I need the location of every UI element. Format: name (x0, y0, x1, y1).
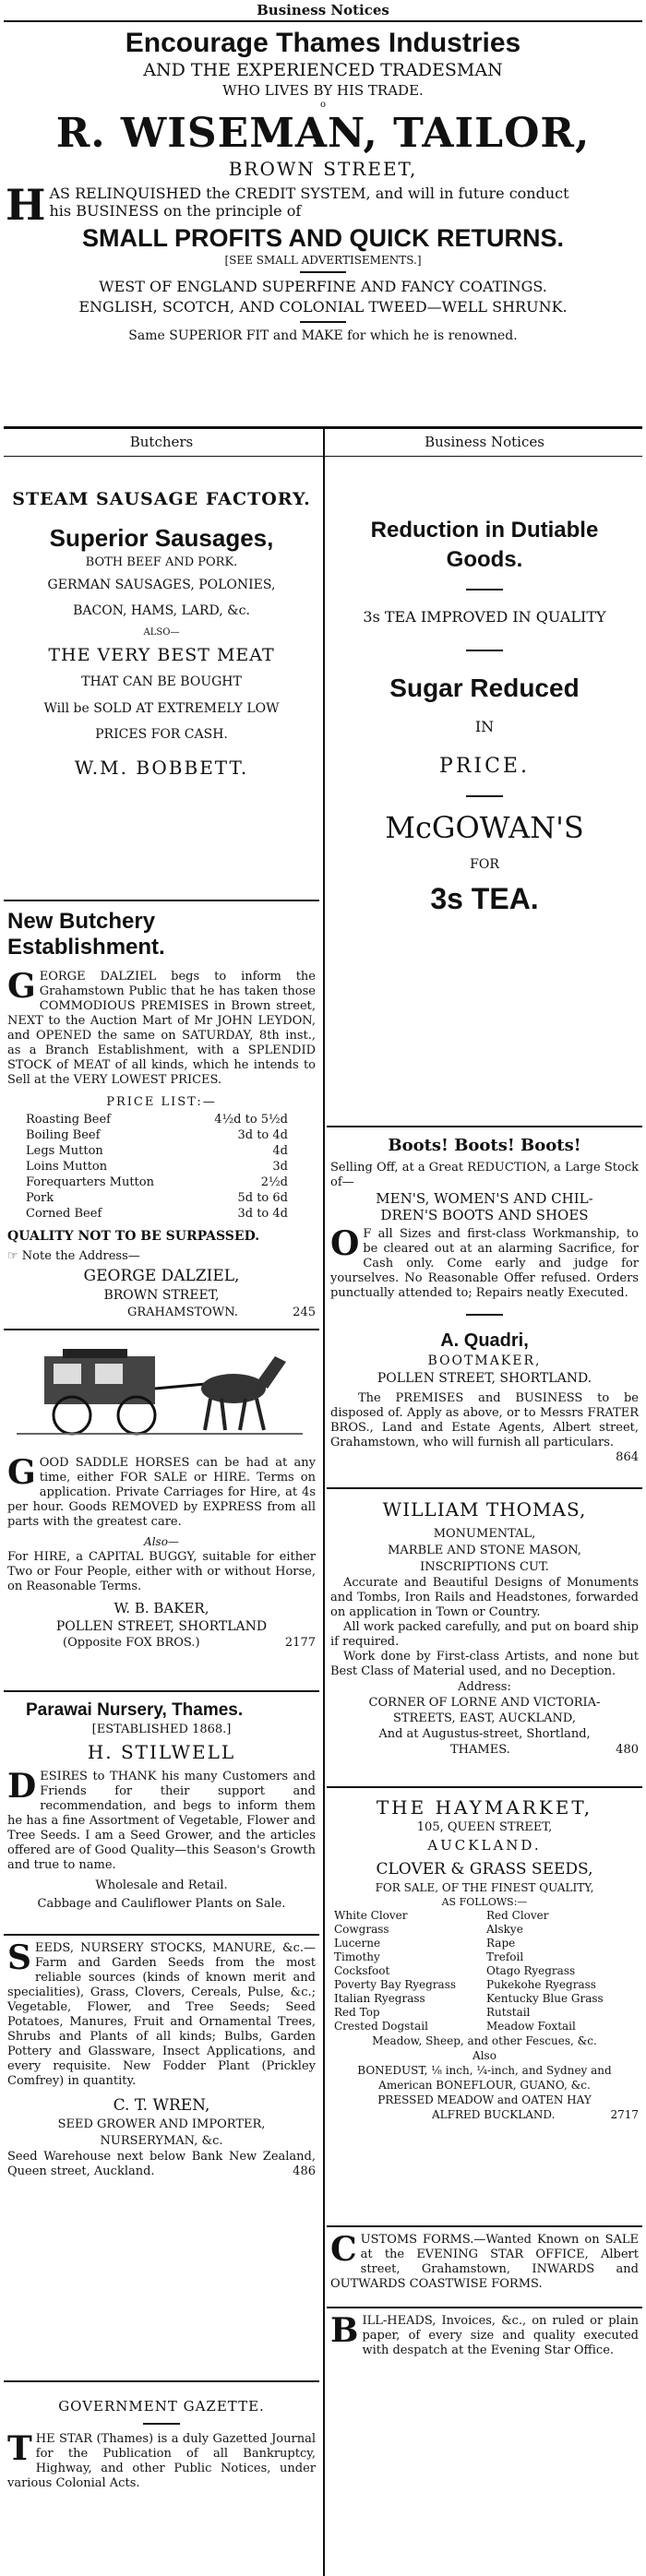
dalziel-ad (7, 909, 316, 1321)
seed-item: Otago Ryegrass (486, 1964, 576, 1977)
baker-buggy: For HIRE, a CAPITAL BUGGY, suitable for either Two or Four People, either with or without Horse, on Reasonable Terms. (7, 1550, 316, 1593)
bobbett-bacon: BACON, HAMS, LARD, &c. (73, 603, 250, 618)
haymarket-city: AUCKLAND. (427, 1837, 542, 1854)
seed-item: Red Top (334, 2006, 380, 2019)
ad-number: 864 (616, 1450, 639, 1464)
wren-role1: SEED GROWER AND IMPORTER, (57, 2117, 266, 2131)
masthead: Business Notices (257, 2, 389, 18)
seed-item: Kentucky Blue Grass (486, 1992, 604, 2005)
quadri-name: A. Quadri, (440, 1330, 529, 1351)
seed-item: Cocksfoot (334, 1964, 390, 1977)
quadri-boots: Boots! Boots! Boots! (388, 1136, 581, 1155)
bobbett-also: ALSO— (143, 627, 180, 638)
thomas-role2: MARBLE AND STONE MASON, (388, 1544, 581, 1557)
seed-item: Poverty Bay Ryegrass (334, 1978, 457, 1991)
dropcap: T (7, 2429, 32, 2468)
bobbett-german: GERMAN SAUSAGES, POLONIES, (47, 578, 276, 592)
price-item-name: Corned Beef (26, 1207, 102, 1221)
wiseman-line2: his BUSINESS on the principle of (49, 202, 302, 220)
stilwell-body: ESIRES to THANK his many Customers and Friends for their support and recommendation, and begs to inform them he has a fine Assortment of Vegetable, Flower and Tree Seeds. I am a Seed Grower, and the articles offered are of Good Quality—this Season's Growth and true to name. (7, 1770, 316, 1872)
price-item-value: 4½d to 5½d (214, 1113, 288, 1127)
seed-item: Rutstail (486, 2006, 531, 2019)
pointing-hand-icon: ☞ (7, 1249, 18, 1263)
haymarket-clover: CLOVER & GRASS SEEDS, (376, 1860, 593, 1878)
dutiable-tea: 3s TEA IMPROVED IN QUALITY (363, 608, 606, 626)
wren-address: Seed Warehouse next below Bank New Zealand, Queen street, Auckland. (7, 2150, 316, 2178)
rule-right-4 (327, 2225, 642, 2227)
bobbett-both: BOTH BEEF AND PORK. (85, 555, 238, 569)
stilwell-wholesale: Wholesale and Retail. (95, 1878, 228, 1892)
dalziel-name: GEORGE DALZIEL, (83, 1267, 240, 1285)
dutiable-in: IN (474, 718, 495, 735)
rule-right-2 (327, 1487, 642, 1489)
bobbett-name: W.M. BOBBETT. (74, 757, 249, 779)
column-divider (323, 426, 325, 2576)
price-row (26, 1159, 288, 1175)
haymarket-name: ALFRED BUCKLAND. (432, 2108, 556, 2121)
thomas-addr1: CORNER OF LORNE AND VICTORIA- (368, 1696, 601, 1710)
price-item-value: 3d to 4d (237, 1128, 288, 1142)
ad-number: 480 (616, 1743, 639, 1757)
ad-number: 2177 (284, 1636, 316, 1650)
bobbett-ad (7, 487, 316, 788)
dropcap: D (7, 1767, 37, 1806)
baker-name: W. B. BAKER, (114, 1600, 209, 1616)
seed-item: Rape (486, 1937, 516, 1950)
bobbett-prices: PRICES FOR CASH. (95, 727, 228, 742)
dutiable-mcgowan: McGOWAN'S (385, 810, 584, 845)
thomas-ad (330, 1497, 639, 1758)
dalziel-title: New Butchery Establishment. (7, 909, 165, 960)
seed-item: Cowgrass (334, 1923, 389, 1936)
seed-item: Crested Dogstail (334, 2020, 428, 2033)
dropcap: S (7, 1938, 31, 1977)
quadri-body: F all Sizes and first-class Workmanship, to be cleared out at an alarming Sacrifice, for Cash only. Come early and judge for yourselves. No Reasonable Offer refused. Orders punctually attended to; Repairs neatly Executed. (330, 1227, 639, 1300)
baker-street: POLLEN STREET, SHORTLAND (55, 1619, 268, 1634)
dalziel-body: EORGE DALZIEL begs to inform the Grahamstown Public that he has taken those COMMODIOUS PREMISES in Brown street, NEXT to the Auction Mart of Mr JOHN LEYDON, and OPENED the same on SATURDAY, 8th inst., as a Branch Establishment, with a SPLENDID STOCK of MEAT of all kinds, which he intends to Sell at the VERY LOWEST PRICES. (7, 970, 316, 1087)
wiseman-big: SMALL PROFITS AND QUICK RETURNS. (81, 224, 564, 252)
bobbett-bought: THAT CAN BE BOUGHT (81, 674, 242, 689)
stilwell-est: [ESTABLISHED 1868.] (91, 1723, 232, 1736)
price-row (26, 1143, 288, 1159)
wiseman-coat2: ENGLISH, SCOTCH, AND COLONIAL TWEED—WELL SHRUNK. (78, 298, 568, 316)
wren-name: C. T. WREN, (113, 2096, 210, 2115)
price-item-value: 4d (272, 1144, 288, 1158)
dropcap: H (6, 180, 46, 230)
dalziel-quality: QUALITY NOT TO BE SURPASSED. (7, 1229, 260, 1244)
price-list (7, 1112, 316, 1222)
price-item-value: 2½d (260, 1175, 288, 1189)
thomas-addr2: STREETS, EAST, AUCKLAND, (392, 1711, 577, 1725)
stilwell-plants: Cabbage and Cauliflower Plants on Sale. (37, 1897, 286, 1911)
ad-number: 2717 (610, 2108, 639, 2121)
rule-right-5 (327, 2307, 642, 2308)
quadri-men2: DREN'S BOOTS AND SHOES (380, 1207, 589, 1223)
baker-also: Also— (144, 1535, 179, 1548)
wiseman-note: [SEE SMALL ADVERTISEMENTS.] (224, 254, 422, 267)
thomas-body3: Work done by First-class Artists, and none but Best Class of Material used, and no Deception. (330, 1650, 639, 1678)
wiseman-coat1: WEST OF ENGLAND SUPERFINE AND FANCY COATINGS. (99, 278, 547, 295)
ad-number: 486 (293, 2165, 316, 2178)
seed-item: Timothy (334, 1950, 380, 1963)
stilwell-name: H. STILWELL (87, 1741, 236, 1763)
seed-item: Pukekohe Ryegrass (486, 1978, 596, 1991)
quadri-sell: Selling Off, at a Great REDUCTION, a Large Stock of— (330, 1161, 639, 1189)
price-row (26, 1127, 288, 1143)
dutiable-line1: Reduction in Dutiable (370, 518, 599, 543)
left-header: Butchers (129, 434, 194, 450)
dropcap: B (330, 2311, 359, 2350)
gazette-ad (7, 2397, 316, 2491)
price-item-name: Legs Mutton (26, 1144, 103, 1158)
wiseman-headline: Encourage Thames Industries (125, 28, 521, 58)
seed-item: Red Clover (486, 1909, 549, 1922)
horse-carriage-illustration (7, 1338, 316, 1439)
wren-role2: NURSERYMAN, &c. (100, 2134, 223, 2148)
price-item-value: 5d to 6d (237, 1191, 288, 1205)
quadri-role: BOOTMAKER, (427, 1354, 542, 1368)
rule-left-5 (4, 2380, 319, 2382)
price-item-value: 3d (272, 1160, 288, 1174)
baker-body: OOD SADDLE HORSES can be had at any time, either FOR SALE or HIRE. Terms on application. Private Carriages for Hire, at 4s per hour. Goods REMOVED by EXPRESS from all parts with the greatest care. (7, 1456, 316, 1529)
wiseman-line1: AS RELINQUISHED the CREDIT SYSTEM, and will in future conduct (49, 185, 569, 202)
thomas-name: WILLIAM THOMAS, (382, 1498, 587, 1521)
wiseman-ad (6, 28, 640, 345)
rule-left-1 (4, 900, 319, 901)
seed-item: Meadow Foxtail (486, 2020, 576, 2033)
seed-item: Trefoil (486, 1950, 524, 1963)
billheads-ad (330, 2311, 639, 2358)
ad-number: 245 (293, 1306, 316, 1319)
rule-right-3 (327, 1786, 642, 1788)
dutiable-price: PRICE. (439, 755, 530, 778)
dutiable-sugar: Sugar Reduced (389, 674, 580, 702)
rule-left-3 (4, 1690, 319, 1692)
haymarket-meadow: Meadow, Sheep, and other Fescues, &c. (372, 2034, 597, 2047)
seed-item: Italian Ryegrass (334, 1992, 425, 2005)
price-row (26, 1190, 288, 1206)
dalziel-street: BROWN STREET, (103, 1288, 220, 1303)
quadri-street: POLLEN STREET, SHORTLAND. (377, 1371, 592, 1386)
billheads-body: ILL-HEADS, Invoices, &c., on ruled or plain paper, of every size and quality executed with despatch at the Evening Star Office. (362, 2314, 639, 2357)
thomas-address-label: Address: (458, 1680, 511, 1694)
dutiable-ad (329, 517, 640, 917)
stilwell-ad (7, 1699, 316, 1914)
price-item-name: Loins Mutton (26, 1160, 108, 1174)
stilwell-title: Parawai Nursery, Thames. (26, 1700, 244, 1720)
haymarket-street: 105, QUEEN STREET, (416, 1820, 553, 1834)
quadri-premises: The PREMISES and BUSINESS to be disposed of. Apply as above, or to Messrs FRATER BROS., Land and Estate Agents, Albert street, Grahamstown, who will furnish all particulars. (330, 1391, 639, 1449)
haymarket-sale: FOR SALE, OF THE FINEST QUALITY, (375, 1881, 594, 1894)
customs-ad (330, 2230, 639, 2292)
wiseman-sub1: AND THE EXPERIENCED TRADESMAN (143, 60, 503, 80)
price-item-name: Forequarters Mutton (26, 1175, 154, 1189)
rule-right-1 (327, 1126, 642, 1127)
rule-left-4 (4, 1934, 319, 1936)
bobbett-very: THE VERY BEST MEAT (48, 645, 275, 665)
dutiable-tea3: 3s TEA. (430, 882, 539, 915)
price-row (26, 1175, 288, 1190)
rule-left-2 (4, 1329, 319, 1330)
seed-item: Lucerne (334, 1937, 381, 1950)
wiseman-sub2: WHO LIVES BY HIS TRADE. (222, 82, 424, 99)
thomas-role1: MONUMENTAL, (433, 1527, 536, 1541)
customs-body: USTOMS FORMS.—Wanted Known on SALE at the EVENING STAR OFFICE, Albert street, Grahamstown, INWARDS and OUTWARDS COASTWISE FORMS. (330, 2233, 639, 2291)
dropcap: O (330, 1224, 360, 1263)
bobbett-title: STEAM SAUSAGE FACTORY. (12, 489, 311, 509)
wren-body: EEDS, NURSERY STOCKS, MANURE, &c.—Farm and Garden Seeds from the most reliable sources (kinds of known merit and specialities), Grass, Clovers, Cereals, Pulse, &c.; Vegetable, Flower, and Tree Seeds; Seed Potatoes, Manures, Fruit and Ornamental Trees, Shrubs and Plants of all kinds; Bulbs, Garden Pottery and Glassware, Insect Applications, and every requisite. New Fodder Plant (Prickley Comfrey) in quantity. (7, 1941, 316, 2088)
dutiable-line2: Goods. (446, 547, 523, 572)
wiseman-street: BROWN STREET, (228, 158, 418, 180)
dropcap: G (7, 967, 36, 1006)
haymarket-follows: AS FOLLOWS:— (441, 1896, 528, 1908)
haymarket-pressed: PRESSED MEADOW and OATEN HAY (377, 2093, 592, 2106)
quadri-ad (330, 1135, 639, 1465)
dropcap: C (330, 2230, 357, 2269)
price-item-name: Roasting Beef (26, 1113, 111, 1127)
price-item-name: Boiling Beef (26, 1128, 101, 1142)
thomas-body2: All work packed carefully, and put on board ship if required. (330, 1620, 639, 1649)
thomas-addr3: And at Augustus-street, Shortland, (378, 1727, 591, 1741)
top-rule (4, 20, 642, 22)
haymarket-ad (330, 1795, 639, 2122)
haymarket-bonedust1: BONEDUST, ⅛ inch, ¼-inch, and Sydney and (357, 2064, 612, 2077)
bobbett-super: Superior Sausages, (49, 524, 274, 552)
dropcap: G (7, 1453, 36, 1492)
dalziel-note: Note the Address— (21, 1249, 140, 1263)
wiseman-closing: Same SUPERIOR FIT and MAKE for which he is renowned. (128, 328, 518, 343)
price-item-value: 3d to 4d (237, 1207, 288, 1221)
baker-opp: (Opposite FOX BROS.) (63, 1636, 200, 1650)
right-header: Business Notices (425, 434, 544, 450)
dutiable-for: FOR (470, 857, 499, 872)
gazette-body: HE STAR (Thames) is a duly Gazetted Journal for the Publication of all Bankruptcy, Highway, and other Public Notices, under various Colonial Acts. (7, 2432, 316, 2490)
thomas-role3: INSCRIPTIONS CUT. (420, 1560, 549, 1574)
quadri-men1: MEN'S, WOMEN'S AND CHIL- (376, 1190, 593, 1207)
wiseman-name: R. WISEMAN, TAILOR, (55, 110, 591, 157)
thomas-body1: Accurate and Beautiful Designs of Monuments and Tombs, Iron Rails and Headstones, forwarded on application in Town or Country. (330, 1576, 639, 1619)
haymarket-bonedust2: American BONEFLOUR, GUANO, &c. (378, 2079, 591, 2092)
price-item-name: Pork (26, 1191, 54, 1205)
seed-list (330, 1909, 639, 2033)
haymarket-also: Also (473, 2049, 496, 2062)
gazette-title: GOVERNMENT GAZETTE. (58, 2398, 265, 2415)
thomas-addr4: THAMES. (450, 1743, 510, 1757)
wren-ad (7, 1938, 316, 2179)
bobbett-sold: Will be SOLD AT EXTREMELY LOW (43, 701, 280, 716)
seed-item: Alskye (486, 1923, 523, 1936)
dalziel-town: GRAHAMSTOWN. (127, 1306, 238, 1319)
header-rule (4, 456, 642, 457)
price-row (26, 1112, 288, 1127)
price-row (26, 1206, 288, 1222)
baker-ad (7, 1338, 316, 1652)
seed-item: White Clover (334, 1909, 408, 1922)
ornament: o (319, 100, 327, 110)
dalziel-list-title: PRICE LIST:— (106, 1095, 217, 1109)
haymarket-title: THE HAYMARKET, (376, 1796, 593, 1819)
